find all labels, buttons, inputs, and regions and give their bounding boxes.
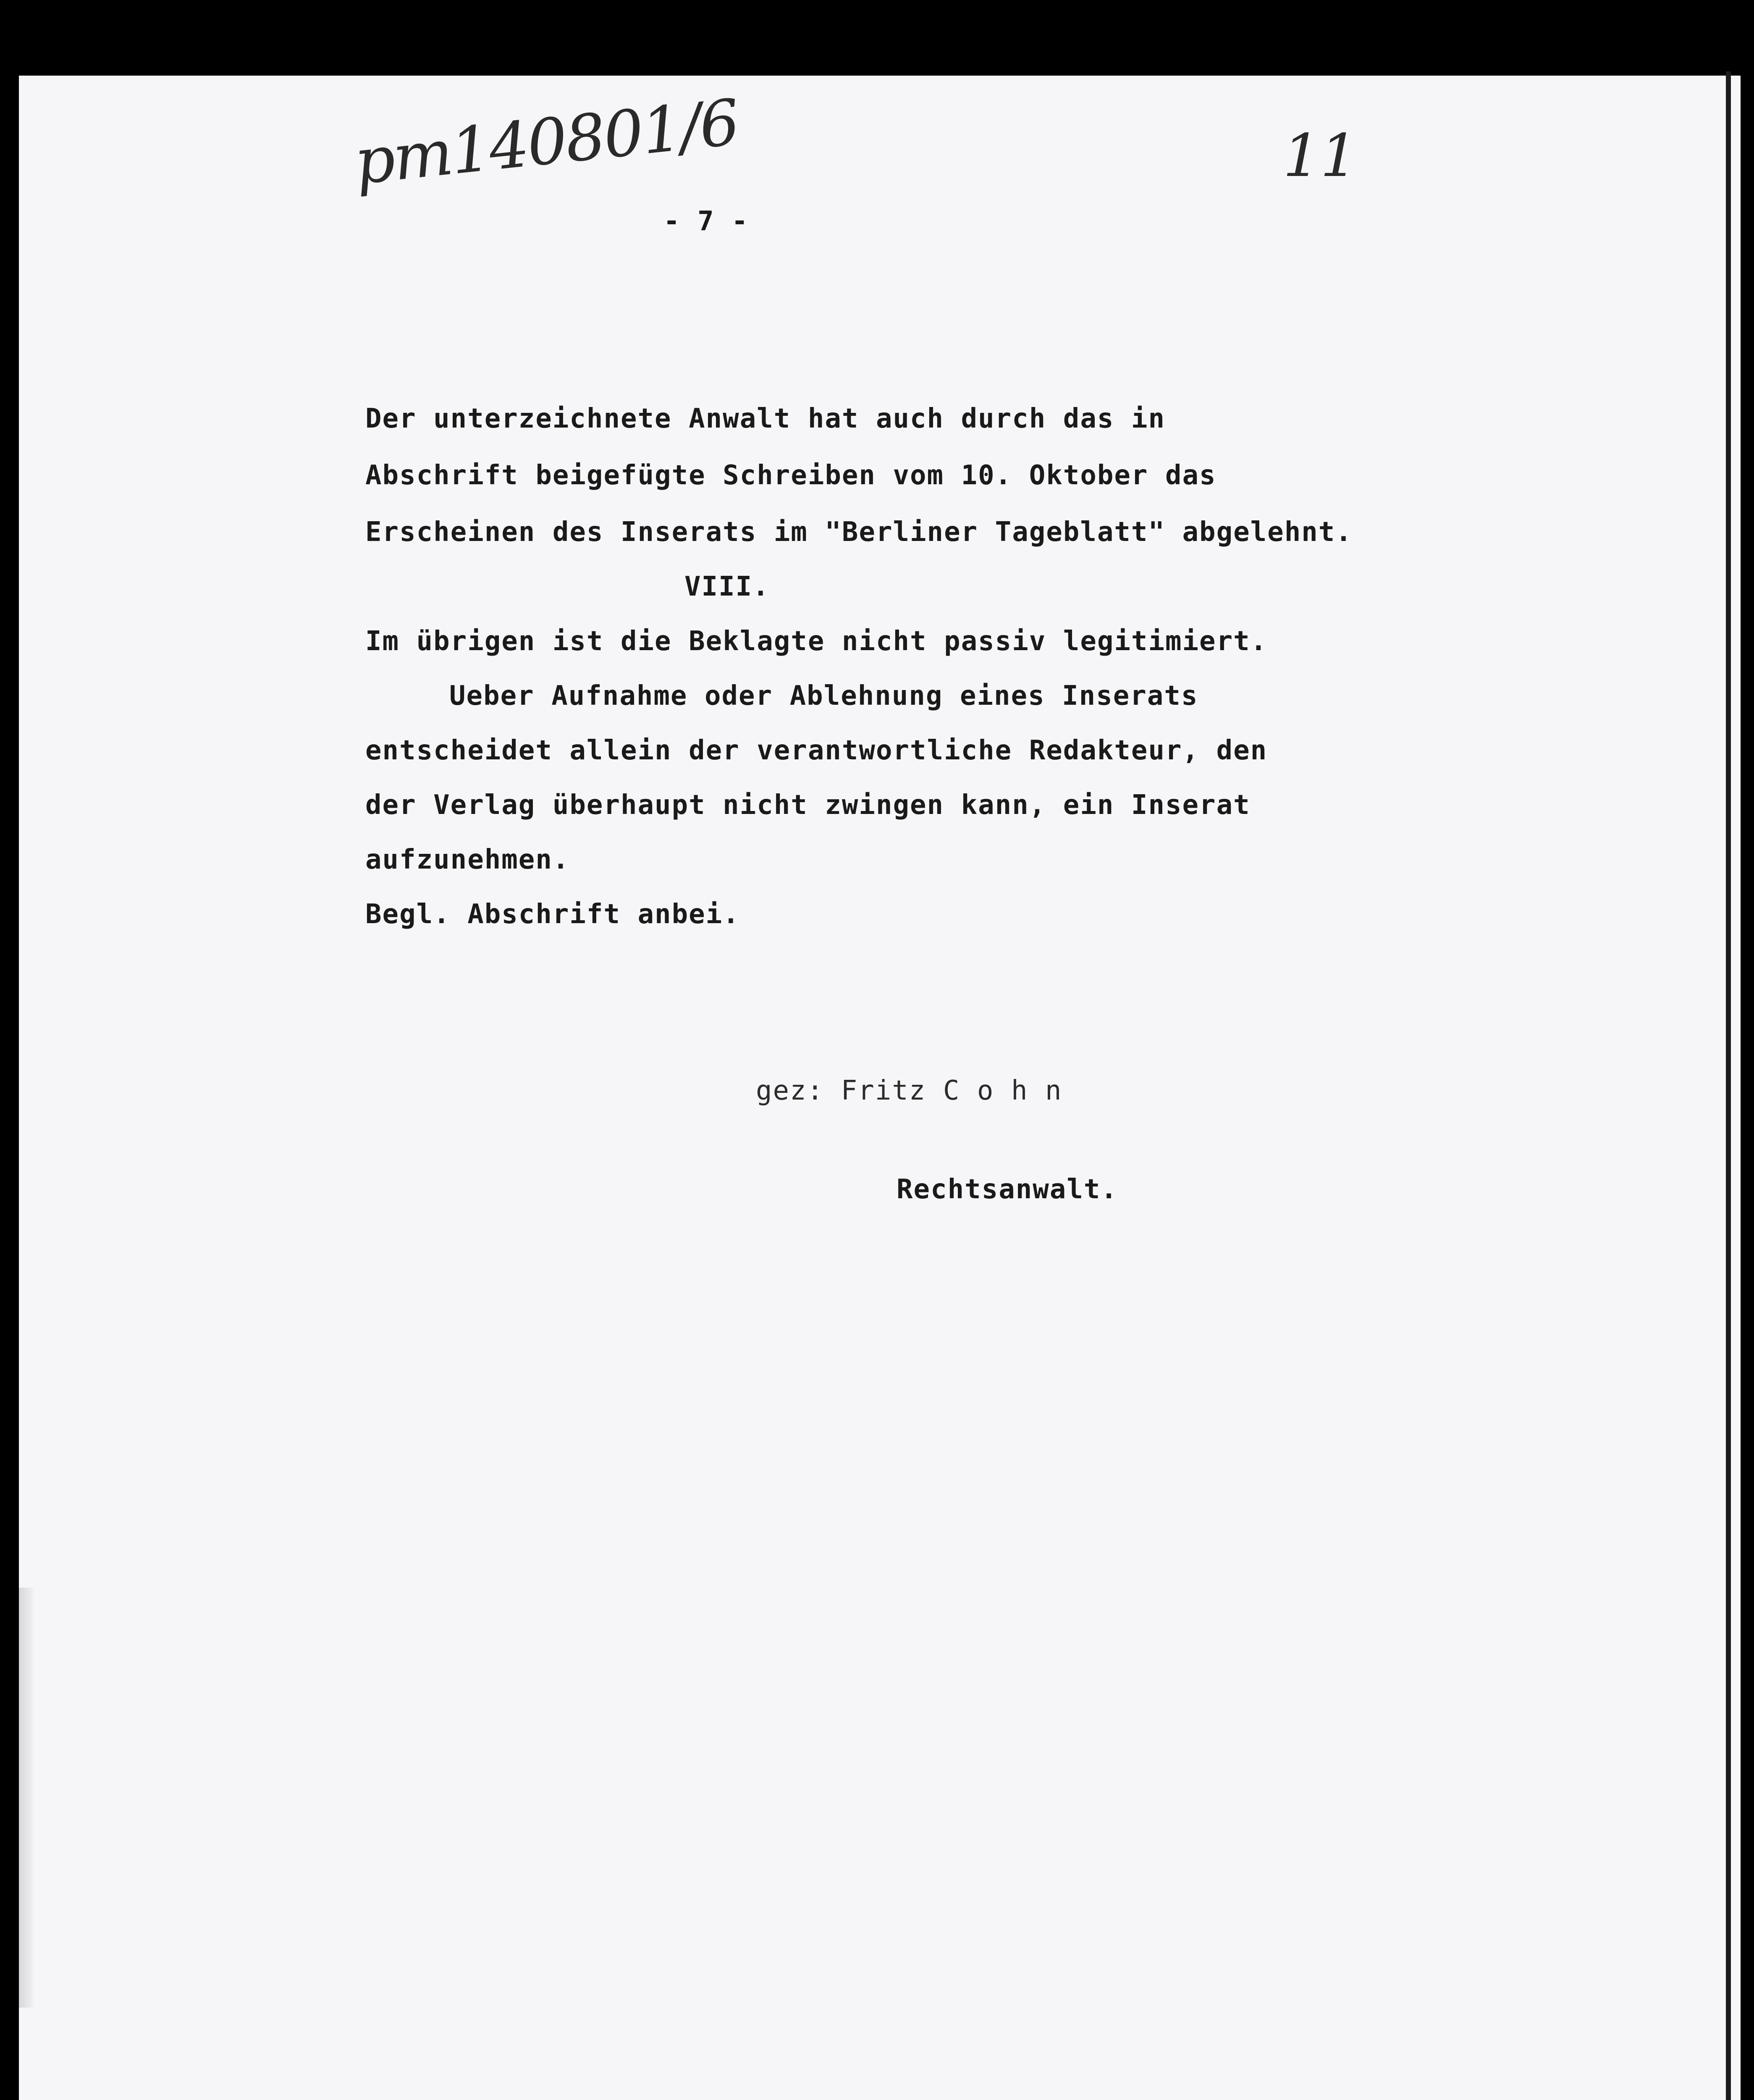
paragraph-1-line-2: Abschrift beigefügte Schreiben vom 10. Oktober das xyxy=(365,460,1217,491)
archive-reference-handwritten: pm140801/6 xyxy=(351,86,742,199)
paragraph-2-line-1: Im übrigen ist die Beklagte nicht passiv legitimiert. xyxy=(365,626,1268,657)
document-page xyxy=(19,76,1741,2100)
paragraph-3-line-4: aufzunehmen. xyxy=(365,844,570,875)
paragraph-3-line-1: Ueber Aufnahme oder Ablehnung eines Inserats xyxy=(449,680,1198,711)
folio-number-handwritten: 11 xyxy=(1283,122,1358,190)
scan-frame-edge xyxy=(1726,71,1731,2100)
paragraph-3-line-3: der Verlag überhaupt nicht zwingen kann, ein Inserat xyxy=(365,790,1251,821)
paragraph-3-line-2: entscheidet allein der verantwortliche Redakteur, den xyxy=(365,735,1268,766)
page-number: - 7 - xyxy=(663,206,749,237)
signature-title: Rechtsanwalt. xyxy=(897,1174,1118,1205)
closing-note: Begl. Abschrift anbei. xyxy=(365,899,740,930)
signature-line: gez: Fritz C o h n xyxy=(756,1075,1062,1106)
paragraph-1-line-1: Der unterzeichnete Anwalt hat auch durch das in xyxy=(365,403,1165,434)
section-heading: VIII. xyxy=(684,571,770,602)
paragraph-1-line-3: Erscheinen des Inserats im "Berliner Tageblatt" abgelehnt. xyxy=(365,517,1353,548)
scan-shadow xyxy=(19,1588,36,2008)
